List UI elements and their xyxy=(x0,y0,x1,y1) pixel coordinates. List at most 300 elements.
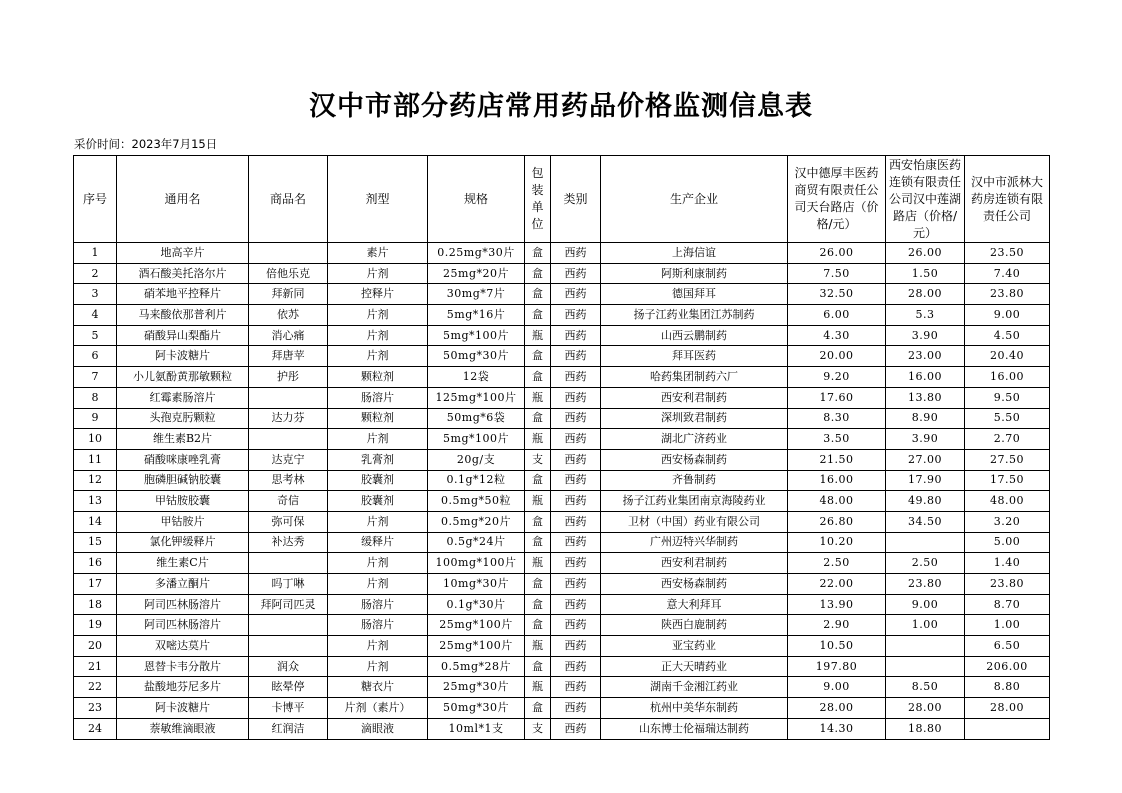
cell-dosage-form: 片剂 xyxy=(328,429,428,450)
cell-dosage-form: 肠溶片 xyxy=(328,594,428,615)
cell-brand-name: 卡博平 xyxy=(249,698,328,719)
cell-price-store-1: 22.00 xyxy=(788,574,886,595)
cell-category: 西药 xyxy=(551,408,601,429)
table-row xyxy=(74,636,1050,657)
header-index: 序号 xyxy=(74,156,117,243)
cell-brand-name: 拜唐苹 xyxy=(249,346,328,367)
cell-specification: 20g/支 xyxy=(428,449,525,470)
cell-manufacturer: 西安利君制药 xyxy=(601,553,788,574)
cell-package-unit: 盒 xyxy=(525,305,551,326)
cell-price-store-1: 2.90 xyxy=(788,615,886,636)
cell-dosage-form: 胶囊剂 xyxy=(328,470,428,491)
cell-index: 15 xyxy=(74,532,117,553)
cell-price-store-3: 28.00 xyxy=(965,698,1050,719)
cell-specification: 25mg*100片 xyxy=(428,636,525,657)
cell-generic-name: 甲钴胺胶囊 xyxy=(117,491,249,512)
table-header-row xyxy=(74,156,1050,243)
cell-index: 24 xyxy=(74,718,117,739)
cell-category: 西药 xyxy=(551,429,601,450)
price-table xyxy=(73,155,1050,740)
cell-category: 西药 xyxy=(551,636,601,657)
cell-price-store-2: 49.80 xyxy=(886,491,965,512)
cell-dosage-form: 肠溶片 xyxy=(328,387,428,408)
cell-price-store-3: 8.80 xyxy=(965,677,1050,698)
cell-manufacturer: 亚宝药业 xyxy=(601,636,788,657)
cell-price-store-1: 6.00 xyxy=(788,305,886,326)
cell-price-store-1: 9.20 xyxy=(788,367,886,388)
cell-generic-name: 氯化钾缓释片 xyxy=(117,532,249,553)
cell-brand-name xyxy=(249,387,328,408)
cell-brand-name: 补达秀 xyxy=(249,532,328,553)
cell-generic-name: 马来酸依那普利片 xyxy=(117,305,249,326)
cell-index: 9 xyxy=(74,408,117,429)
header-brand-name: 商品名 xyxy=(249,156,328,243)
cell-price-store-1: 21.50 xyxy=(788,449,886,470)
cell-price-store-2: 28.00 xyxy=(886,284,965,305)
cell-generic-name: 头孢克肟颗粒 xyxy=(117,408,249,429)
cell-price-store-1: 2.50 xyxy=(788,553,886,574)
cell-package-unit: 瓶 xyxy=(525,429,551,450)
cell-price-store-2 xyxy=(886,636,965,657)
table-row xyxy=(74,491,1050,512)
cell-manufacturer: 卫材（中国）药业有限公司 xyxy=(601,511,788,532)
cell-price-store-3: 20.40 xyxy=(965,346,1050,367)
cell-dosage-form: 片剂 xyxy=(328,656,428,677)
cell-price-store-2: 2.50 xyxy=(886,553,965,574)
cell-package-unit: 盒 xyxy=(525,615,551,636)
header-package-unit: 包装单位 xyxy=(525,156,551,243)
cell-specification: 25mg*20片 xyxy=(428,263,525,284)
cell-specification: 0.5mg*20片 xyxy=(428,511,525,532)
cell-specification: 25mg*30片 xyxy=(428,677,525,698)
cell-generic-name: 硝酸异山梨酯片 xyxy=(117,325,249,346)
table-row xyxy=(74,532,1050,553)
cell-package-unit: 盒 xyxy=(525,367,551,388)
cell-dosage-form: 缓释片 xyxy=(328,532,428,553)
cell-specification: 50mg*30片 xyxy=(428,346,525,367)
cell-dosage-form: 胶囊剂 xyxy=(328,491,428,512)
cell-dosage-form: 片剂 xyxy=(328,574,428,595)
cell-category: 西药 xyxy=(551,305,601,326)
cell-generic-name: 多潘立酮片 xyxy=(117,574,249,595)
survey-date: 采价时间：2023年7月15日 xyxy=(74,137,218,151)
header-store-2: 西安怡康医药连锁有限责任公司汉中莲湖路店（价格/元） xyxy=(886,156,965,243)
cell-price-store-3: 6.50 xyxy=(965,636,1050,657)
cell-index: 18 xyxy=(74,594,117,615)
cell-dosage-form: 糖衣片 xyxy=(328,677,428,698)
cell-price-store-2: 16.00 xyxy=(886,367,965,388)
cell-index: 7 xyxy=(74,367,117,388)
cell-brand-name xyxy=(249,615,328,636)
table-row xyxy=(74,408,1050,429)
cell-dosage-form: 片剂 xyxy=(328,636,428,657)
cell-price-store-2: 26.00 xyxy=(886,243,965,264)
cell-dosage-form: 片剂 xyxy=(328,263,428,284)
cell-specification: 12袋 xyxy=(428,367,525,388)
cell-category: 西药 xyxy=(551,553,601,574)
cell-price-store-3: 4.50 xyxy=(965,325,1050,346)
cell-specification: 5mg*100片 xyxy=(428,325,525,346)
cell-package-unit: 盒 xyxy=(525,574,551,595)
cell-price-store-3: 23.50 xyxy=(965,243,1050,264)
cell-brand-name: 红润洁 xyxy=(249,718,328,739)
cell-generic-name: 恩替卡韦分散片 xyxy=(117,656,249,677)
cell-price-store-2: 28.00 xyxy=(886,698,965,719)
cell-price-store-3 xyxy=(965,718,1050,739)
cell-category: 西药 xyxy=(551,491,601,512)
cell-price-store-1: 4.30 xyxy=(788,325,886,346)
cell-category: 西药 xyxy=(551,367,601,388)
cell-price-store-2: 34.50 xyxy=(886,511,965,532)
cell-specification: 125mg*100片 xyxy=(428,387,525,408)
cell-brand-name: 弥可保 xyxy=(249,511,328,532)
cell-brand-name xyxy=(249,429,328,450)
cell-manufacturer: 湖南千金湘江药业 xyxy=(601,677,788,698)
cell-generic-name: 阿司匹林肠溶片 xyxy=(117,615,249,636)
cell-generic-name: 酒石酸美托洛尔片 xyxy=(117,263,249,284)
cell-index: 11 xyxy=(74,449,117,470)
cell-category: 西药 xyxy=(551,677,601,698)
cell-category: 西药 xyxy=(551,718,601,739)
cell-dosage-form: 片剂 xyxy=(328,511,428,532)
cell-package-unit: 盒 xyxy=(525,284,551,305)
cell-brand-name: 润众 xyxy=(249,656,328,677)
cell-price-store-1: 7.50 xyxy=(788,263,886,284)
cell-brand-name: 达克宁 xyxy=(249,449,328,470)
table-row xyxy=(74,243,1050,264)
cell-generic-name: 阿卡波糖片 xyxy=(117,346,249,367)
table-row xyxy=(74,698,1050,719)
header-specification: 规格 xyxy=(428,156,525,243)
cell-specification: 50mg*6袋 xyxy=(428,408,525,429)
cell-specification: 50mg*30片 xyxy=(428,698,525,719)
cell-package-unit: 盒 xyxy=(525,243,551,264)
page-title: 汉中市部分药店常用药品价格监测信息表 xyxy=(309,91,813,122)
cell-index: 17 xyxy=(74,574,117,595)
cell-generic-name: 甲钴胺片 xyxy=(117,511,249,532)
cell-manufacturer: 德国拜耳 xyxy=(601,284,788,305)
cell-index: 6 xyxy=(74,346,117,367)
cell-specification: 25mg*100片 xyxy=(428,615,525,636)
table-row xyxy=(74,574,1050,595)
cell-package-unit: 瓶 xyxy=(525,677,551,698)
table-row xyxy=(74,325,1050,346)
cell-price-store-1: 48.00 xyxy=(788,491,886,512)
cell-generic-name: 双嘧达莫片 xyxy=(117,636,249,657)
table-row xyxy=(74,553,1050,574)
cell-price-store-2: 8.50 xyxy=(886,677,965,698)
table-row xyxy=(74,367,1050,388)
cell-price-store-1: 10.50 xyxy=(788,636,886,657)
cell-price-store-3: 9.50 xyxy=(965,387,1050,408)
cell-manufacturer: 湖北广济药业 xyxy=(601,429,788,450)
cell-package-unit: 瓶 xyxy=(525,325,551,346)
table-row xyxy=(74,656,1050,677)
cell-index: 14 xyxy=(74,511,117,532)
cell-price-store-2: 27.00 xyxy=(886,449,965,470)
table-row xyxy=(74,346,1050,367)
cell-brand-name: 依苏 xyxy=(249,305,328,326)
cell-dosage-form: 滴眼液 xyxy=(328,718,428,739)
cell-index: 4 xyxy=(74,305,117,326)
cell-specification: 0.5g*24片 xyxy=(428,532,525,553)
cell-category: 西药 xyxy=(551,511,601,532)
cell-specification: 100mg*100片 xyxy=(428,553,525,574)
cell-price-store-3: 5.50 xyxy=(965,408,1050,429)
cell-manufacturer: 山西云鹏制药 xyxy=(601,325,788,346)
cell-manufacturer: 扬子江药业集团南京海陵药业 xyxy=(601,491,788,512)
cell-brand-name xyxy=(249,636,328,657)
cell-generic-name: 阿卡波糖片 xyxy=(117,698,249,719)
table-row xyxy=(74,387,1050,408)
cell-brand-name: 倍他乐克 xyxy=(249,263,328,284)
cell-generic-name: 地高辛片 xyxy=(117,243,249,264)
table-row xyxy=(74,470,1050,491)
cell-brand-name: 消心痛 xyxy=(249,325,328,346)
cell-price-store-2 xyxy=(886,656,965,677)
cell-package-unit: 盒 xyxy=(525,408,551,429)
cell-index: 1 xyxy=(74,243,117,264)
cell-price-store-1: 197.80 xyxy=(788,656,886,677)
cell-price-store-2: 3.90 xyxy=(886,429,965,450)
table-row xyxy=(74,429,1050,450)
cell-category: 西药 xyxy=(551,346,601,367)
cell-package-unit: 盒 xyxy=(525,698,551,719)
cell-dosage-form: 素片 xyxy=(328,243,428,264)
cell-price-store-1: 26.00 xyxy=(788,243,886,264)
cell-price-store-1: 26.80 xyxy=(788,511,886,532)
cell-package-unit: 瓶 xyxy=(525,636,551,657)
cell-index: 20 xyxy=(74,636,117,657)
cell-manufacturer: 陕西白鹿制药 xyxy=(601,615,788,636)
cell-brand-name: 达力芬 xyxy=(249,408,328,429)
cell-package-unit: 盒 xyxy=(525,532,551,553)
table-body xyxy=(74,243,1050,740)
cell-index: 16 xyxy=(74,553,117,574)
cell-package-unit: 支 xyxy=(525,718,551,739)
cell-specification: 10mg*30片 xyxy=(428,574,525,595)
cell-generic-name: 硝苯地平控释片 xyxy=(117,284,249,305)
cell-price-store-1: 9.00 xyxy=(788,677,886,698)
cell-price-store-1: 28.00 xyxy=(788,698,886,719)
cell-category: 西药 xyxy=(551,449,601,470)
table-row xyxy=(74,263,1050,284)
cell-price-store-2: 1.00 xyxy=(886,615,965,636)
cell-package-unit: 盒 xyxy=(525,346,551,367)
cell-index: 13 xyxy=(74,491,117,512)
cell-manufacturer: 山东博士伦福瑞达制药 xyxy=(601,718,788,739)
cell-price-store-2: 23.00 xyxy=(886,346,965,367)
cell-index: 8 xyxy=(74,387,117,408)
table-row xyxy=(74,677,1050,698)
cell-category: 西药 xyxy=(551,594,601,615)
table-row xyxy=(74,594,1050,615)
cell-price-store-3: 7.40 xyxy=(965,263,1050,284)
cell-price-store-2: 5.3 xyxy=(886,305,965,326)
cell-manufacturer: 西安杨森制药 xyxy=(601,449,788,470)
table-row xyxy=(74,511,1050,532)
cell-index: 22 xyxy=(74,677,117,698)
cell-package-unit: 瓶 xyxy=(525,491,551,512)
cell-specification: 0.1g*12粒 xyxy=(428,470,525,491)
table-row xyxy=(74,615,1050,636)
cell-price-store-1: 20.00 xyxy=(788,346,886,367)
cell-generic-name: 萘敏维滴眼液 xyxy=(117,718,249,739)
cell-price-store-3: 23.80 xyxy=(965,284,1050,305)
cell-index: 21 xyxy=(74,656,117,677)
cell-price-store-3: 206.00 xyxy=(965,656,1050,677)
cell-price-store-1: 17.60 xyxy=(788,387,886,408)
cell-category: 西药 xyxy=(551,698,601,719)
cell-brand-name: 吗丁啉 xyxy=(249,574,328,595)
cell-dosage-form: 片剂 xyxy=(328,325,428,346)
cell-dosage-form: 颗粒剂 xyxy=(328,367,428,388)
cell-generic-name: 胞磷胆碱钠胶囊 xyxy=(117,470,249,491)
cell-specification: 0.1g*30片 xyxy=(428,594,525,615)
cell-price-store-2: 17.90 xyxy=(886,470,965,491)
cell-dosage-form: 乳膏剂 xyxy=(328,449,428,470)
cell-manufacturer: 广州迈特兴华制药 xyxy=(601,532,788,553)
cell-manufacturer: 杭州中美华东制药 xyxy=(601,698,788,719)
cell-brand-name: 奇信 xyxy=(249,491,328,512)
cell-package-unit: 盒 xyxy=(525,263,551,284)
cell-package-unit: 盒 xyxy=(525,656,551,677)
cell-brand-name: 眩晕停 xyxy=(249,677,328,698)
cell-price-store-3: 23.80 xyxy=(965,574,1050,595)
header-store-1: 汉中德厚丰医药商贸有限责任公司天台路店（价格/元） xyxy=(788,156,886,243)
table-row xyxy=(74,718,1050,739)
cell-price-store-2: 13.80 xyxy=(886,387,965,408)
cell-specification: 0.5mg*28片 xyxy=(428,656,525,677)
cell-price-store-2: 18.80 xyxy=(886,718,965,739)
cell-dosage-form: 颗粒剂 xyxy=(328,408,428,429)
cell-dosage-form: 片剂（素片） xyxy=(328,698,428,719)
cell-category: 西药 xyxy=(551,656,601,677)
cell-price-store-1: 14.30 xyxy=(788,718,886,739)
cell-package-unit: 支 xyxy=(525,449,551,470)
cell-index: 23 xyxy=(74,698,117,719)
cell-manufacturer: 深圳致君制药 xyxy=(601,408,788,429)
cell-manufacturer: 哈药集团制药六厂 xyxy=(601,367,788,388)
cell-specification: 10ml*1支 xyxy=(428,718,525,739)
cell-brand-name: 拜新同 xyxy=(249,284,328,305)
cell-category: 西药 xyxy=(551,470,601,491)
cell-category: 西药 xyxy=(551,574,601,595)
cell-brand-name: 拜阿司匹灵 xyxy=(249,594,328,615)
cell-brand-name: 护彤 xyxy=(249,367,328,388)
cell-price-store-1: 8.30 xyxy=(788,408,886,429)
header-dosage-form: 剂型 xyxy=(328,156,428,243)
cell-index: 12 xyxy=(74,470,117,491)
cell-index: 19 xyxy=(74,615,117,636)
cell-price-store-1: 10.20 xyxy=(788,532,886,553)
cell-package-unit: 盒 xyxy=(525,511,551,532)
cell-dosage-form: 片剂 xyxy=(328,305,428,326)
cell-price-store-2: 9.00 xyxy=(886,594,965,615)
cell-package-unit: 盒 xyxy=(525,470,551,491)
cell-generic-name: 维生素B2片 xyxy=(117,429,249,450)
cell-price-store-3: 17.50 xyxy=(965,470,1050,491)
cell-index: 5 xyxy=(74,325,117,346)
cell-price-store-3: 9.00 xyxy=(965,305,1050,326)
header-generic-name: 通用名 xyxy=(117,156,249,243)
cell-price-store-3: 1.00 xyxy=(965,615,1050,636)
cell-package-unit: 瓶 xyxy=(525,553,551,574)
cell-price-store-2: 3.90 xyxy=(886,325,965,346)
header-category: 类别 xyxy=(551,156,601,243)
cell-package-unit: 瓶 xyxy=(525,387,551,408)
cell-price-store-3: 3.20 xyxy=(965,511,1050,532)
table-row xyxy=(74,305,1050,326)
cell-manufacturer: 西安利君制药 xyxy=(601,387,788,408)
cell-specification: 30mg*7片 xyxy=(428,284,525,305)
cell-manufacturer: 上海信谊 xyxy=(601,243,788,264)
cell-manufacturer: 拜耳医药 xyxy=(601,346,788,367)
cell-specification: 0.25mg*30片 xyxy=(428,243,525,264)
cell-price-store-2: 1.50 xyxy=(886,263,965,284)
cell-category: 西药 xyxy=(551,243,601,264)
cell-manufacturer: 正大天晴药业 xyxy=(601,656,788,677)
cell-manufacturer: 意大利拜耳 xyxy=(601,594,788,615)
cell-price-store-2: 23.80 xyxy=(886,574,965,595)
cell-price-store-3: 2.70 xyxy=(965,429,1050,450)
cell-category: 西药 xyxy=(551,263,601,284)
cell-generic-name: 硝酸咪康唑乳膏 xyxy=(117,449,249,470)
cell-brand-name xyxy=(249,243,328,264)
header-manufacturer: 生产企业 xyxy=(601,156,788,243)
cell-price-store-1: 16.00 xyxy=(788,470,886,491)
cell-category: 西药 xyxy=(551,615,601,636)
cell-price-store-2 xyxy=(886,532,965,553)
table-row xyxy=(74,284,1050,305)
cell-manufacturer: 齐鲁制药 xyxy=(601,470,788,491)
cell-index: 10 xyxy=(74,429,117,450)
cell-dosage-form: 肠溶片 xyxy=(328,615,428,636)
cell-price-store-3: 5.00 xyxy=(965,532,1050,553)
cell-price-store-3: 27.50 xyxy=(965,449,1050,470)
cell-index: 3 xyxy=(74,284,117,305)
cell-price-store-2: 8.90 xyxy=(886,408,965,429)
cell-brand-name xyxy=(249,553,328,574)
cell-price-store-1: 13.90 xyxy=(788,594,886,615)
header-store-3: 汉中市派林大药房连锁有限责任公司 xyxy=(965,156,1050,243)
cell-price-store-3: 16.00 xyxy=(965,367,1050,388)
cell-specification: 5mg*100片 xyxy=(428,429,525,450)
cell-package-unit: 盒 xyxy=(525,594,551,615)
cell-dosage-form: 控释片 xyxy=(328,284,428,305)
cell-category: 西药 xyxy=(551,387,601,408)
table-row xyxy=(74,449,1050,470)
cell-category: 西药 xyxy=(551,532,601,553)
cell-category: 西药 xyxy=(551,325,601,346)
cell-dosage-form: 片剂 xyxy=(328,553,428,574)
cell-specification: 0.5mg*50粒 xyxy=(428,491,525,512)
cell-manufacturer: 阿斯利康制药 xyxy=(601,263,788,284)
cell-price-store-3: 1.40 xyxy=(965,553,1050,574)
cell-price-store-1: 3.50 xyxy=(788,429,886,450)
cell-specification: 5mg*16片 xyxy=(428,305,525,326)
cell-manufacturer: 西安杨森制药 xyxy=(601,574,788,595)
cell-generic-name: 阿司匹林肠溶片 xyxy=(117,594,249,615)
cell-brand-name: 思考林 xyxy=(249,470,328,491)
cell-index: 2 xyxy=(74,263,117,284)
cell-dosage-form: 片剂 xyxy=(328,346,428,367)
cell-generic-name: 维生素C片 xyxy=(117,553,249,574)
cell-generic-name: 红霉素肠溶片 xyxy=(117,387,249,408)
cell-price-store-1: 32.50 xyxy=(788,284,886,305)
cell-price-store-3: 8.70 xyxy=(965,594,1050,615)
cell-category: 西药 xyxy=(551,284,601,305)
